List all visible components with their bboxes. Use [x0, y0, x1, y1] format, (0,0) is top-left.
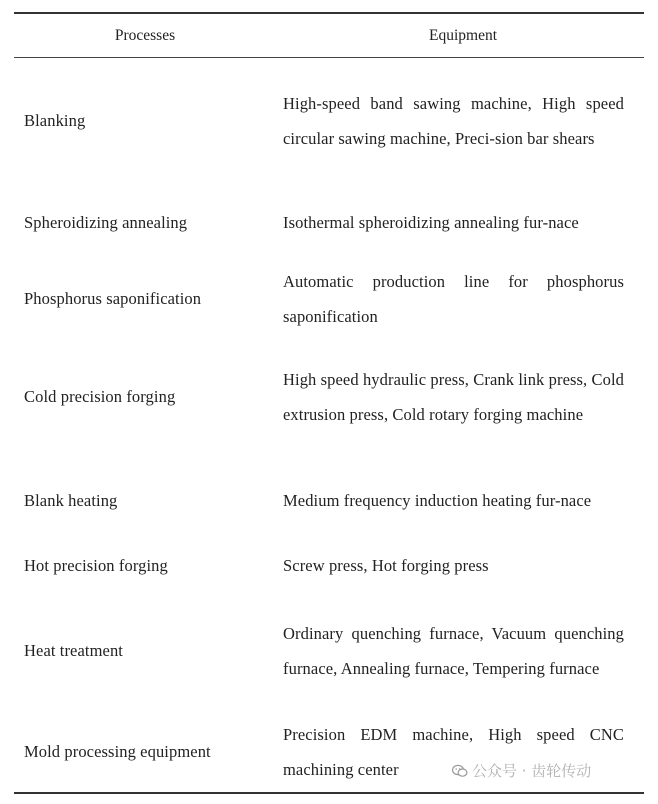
- table-bottom-rule: [14, 792, 644, 794]
- table-row: [14, 458, 644, 544]
- process-cell: Cold precision forging: [24, 387, 176, 406]
- wechat-icon: [452, 764, 468, 778]
- table-row: [14, 544, 644, 588]
- equipment-cell: Isothermal spheroidizing annealing fur-nace: [283, 213, 579, 233]
- equipment-cell: Ordinary quenching furnace, Vacuum quenching furnace, Annealing furnace, Tempering furnace: [283, 623, 624, 678]
- process-equipment-table: [14, 12, 644, 790]
- equipment-cell: Precision EDM machine, High speed CNC machining center: [283, 724, 624, 779]
- header-equipment: Equipment: [428, 26, 498, 44]
- table-row: [14, 336, 644, 458]
- header-processes: Processes: [114, 26, 176, 44]
- process-cell: Blanking: [24, 111, 86, 130]
- process-cell: Blank heating: [24, 491, 118, 510]
- table-header: [14, 14, 644, 58]
- process-cell: Phosphorus saponification: [24, 289, 202, 308]
- equipment-cell: Medium frequency induction heating fur-nace: [283, 491, 592, 511]
- table-row: [14, 588, 644, 714]
- table-row: [14, 58, 644, 184]
- equipment-cell: Automatic production line for phosphorus saponification: [283, 271, 624, 326]
- process-cell: Heat treatment: [24, 641, 123, 660]
- process-cell: Spheroidizing annealing: [24, 213, 188, 232]
- table-row: [14, 184, 644, 262]
- equipment-cell: High speed hydraulic press, Crank link press, Cold extrusion press, Cold rotary forging machine: [283, 369, 624, 424]
- equipment-cell: Screw press, Hot forging press: [283, 556, 489, 576]
- watermark: [452, 760, 591, 781]
- watermark-text: 公众号 · 齿轮传动: [472, 762, 592, 780]
- process-cell: Hot precision forging: [24, 556, 168, 575]
- table-row: [14, 262, 644, 336]
- equipment-cell: High-speed band sawing machine, High speed circular sawing machine, Preci-sion bar shears: [283, 93, 624, 148]
- process-cell: Mold processing equipment: [24, 742, 211, 761]
